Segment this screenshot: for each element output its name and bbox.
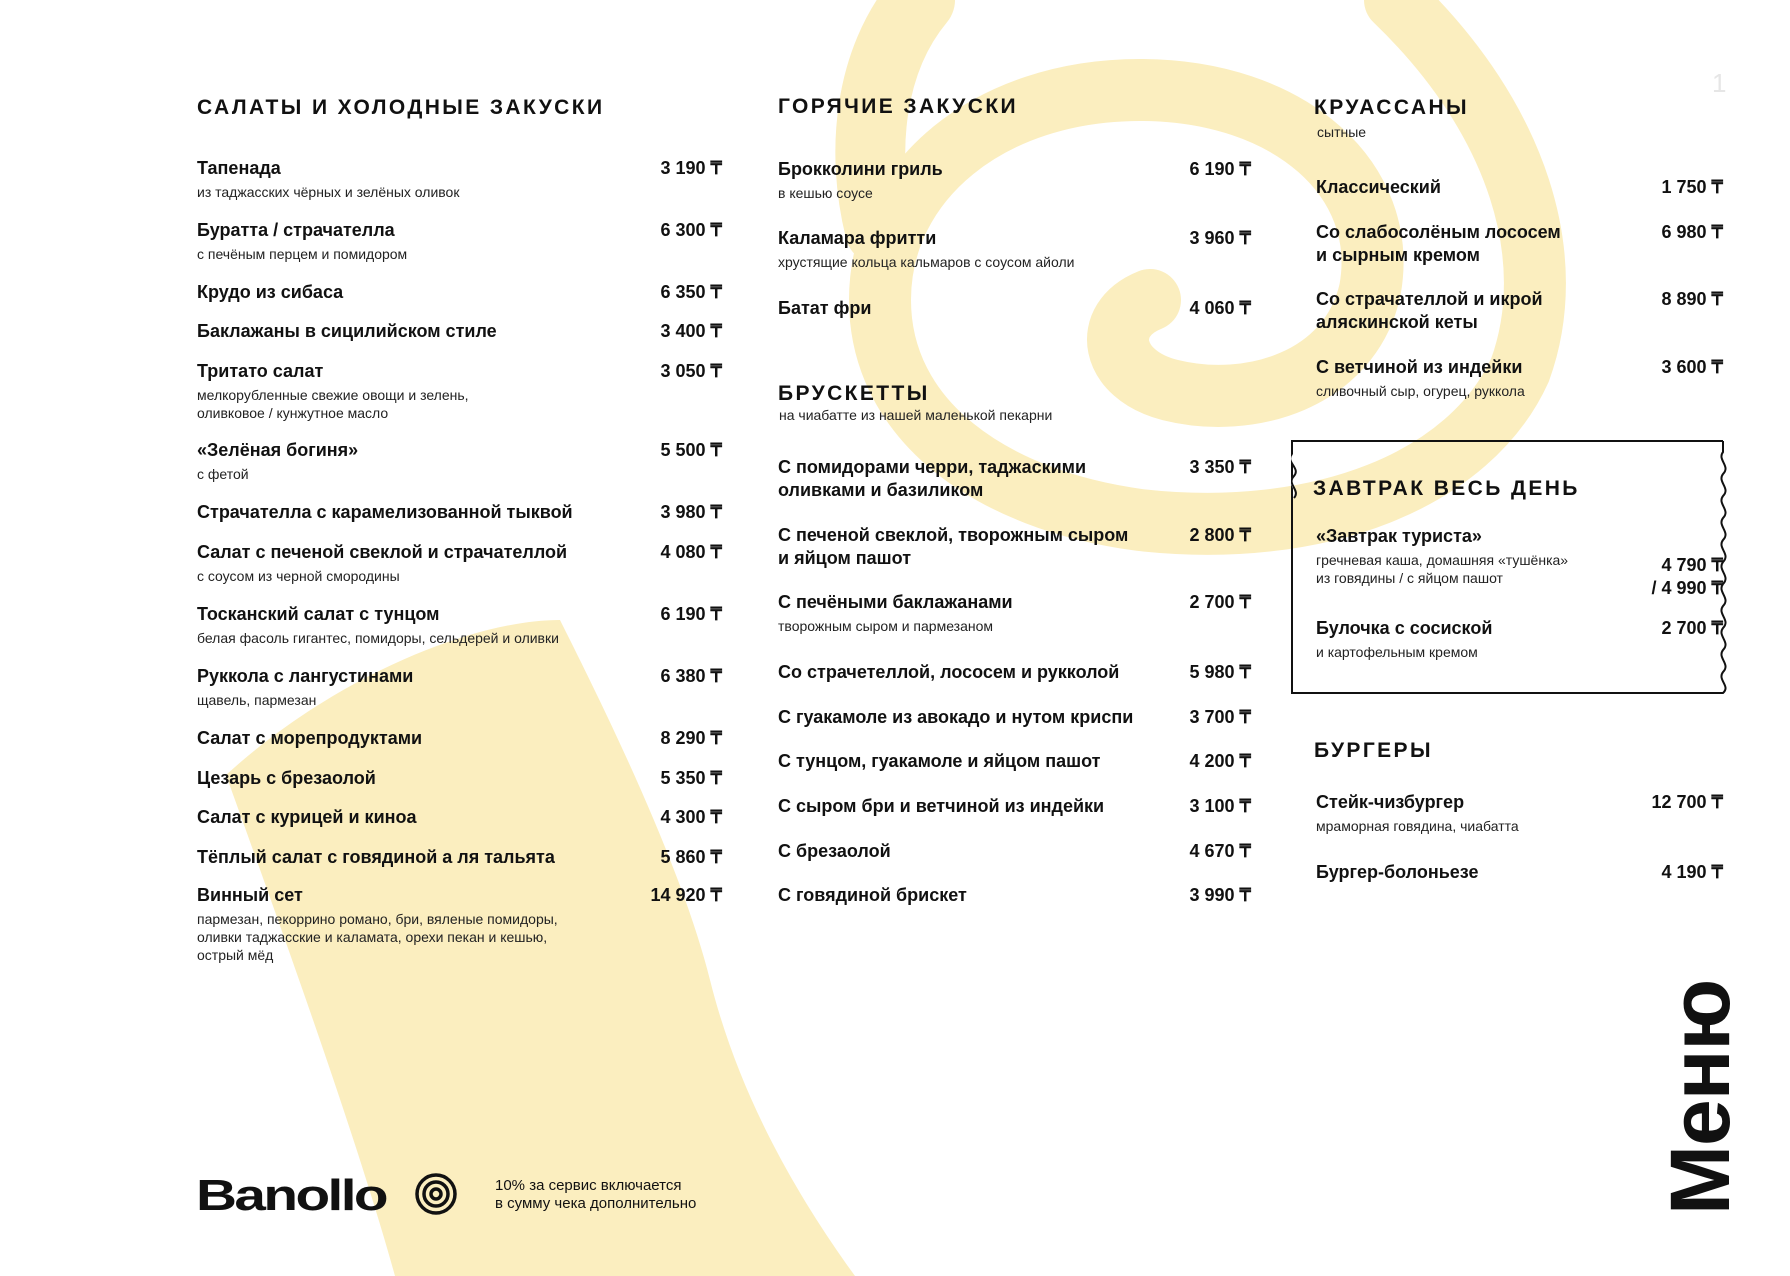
menu-item-price: 12 700 ₸ (1651, 792, 1723, 812)
menu-item (197, 541, 722, 585)
menu-item (1316, 525, 1723, 598)
menu-item (197, 360, 722, 422)
menu-item (778, 795, 1251, 818)
menu-item-name: Тапенада (197, 158, 281, 178)
menu-item-name: Бургер-болоньезе (1316, 862, 1479, 882)
menu-item (197, 727, 722, 750)
menu-item-name: С печёными баклажанами (778, 592, 1013, 612)
menu-item-name: Салат с морепродуктами (197, 728, 423, 748)
menu-item-description: щавель, пармезан (197, 692, 317, 708)
section-title-croissants: КРУАССАНЫ (1314, 96, 1469, 119)
menu-item-price: 4 300 ₸ (660, 807, 722, 827)
menu-item-name: Тосканский салат с тунцом (197, 604, 440, 624)
menu-item-name: Со страчателлой и икрой аляскинской кеты (1316, 289, 1543, 332)
menu-item (1316, 288, 1723, 334)
menu-item-name: Каламара фритти (778, 228, 937, 248)
menu-item-description: хрустящие кольца кальмаров с соусом айоли (778, 254, 1075, 270)
menu-vertical-title (1653, 955, 1747, 1215)
menu-item-price: 2 700 ₸ (1661, 618, 1723, 638)
menu-item (197, 501, 722, 524)
menu-item (197, 157, 722, 201)
menu-item-price: 3 190 ₸ (660, 158, 722, 178)
menu-item (778, 158, 1251, 202)
menu-item (1316, 861, 1723, 884)
menu-item-price: 3 600 ₸ (1661, 357, 1723, 377)
menu-item (197, 665, 722, 709)
banollo-logo (196, 1172, 461, 1216)
menu-item (778, 456, 1251, 502)
menu-item-price: 3 980 ₸ (660, 502, 722, 522)
menu-item (197, 603, 722, 647)
menu-item (1316, 617, 1723, 661)
menu-item-description: белая фасоль гигантес, помидоры, сельдерей и оливки (197, 630, 559, 646)
menu-item-price: 3 400 ₸ (660, 321, 722, 341)
menu-item (197, 219, 722, 263)
menu-item (778, 227, 1251, 271)
menu-item-description: мелкорубленные свежие овощи и зелень, оливковое / кунжутное масло (197, 387, 469, 421)
menu-item-name: С помидорами черри, таджаскими оливками и базиликом (778, 457, 1087, 500)
menu-item-name: С сыром бри и ветчиной из индейки (778, 796, 1105, 816)
menu-item-price: 6 190 ₸ (1189, 159, 1251, 179)
menu-item-name: Салат с печеной свеклой и страчателлой (197, 542, 568, 562)
menu-item (197, 320, 722, 343)
menu-item (778, 750, 1251, 773)
service-charge-note: 10% за сервис включается в сумму чека дополнительно (495, 1177, 697, 1212)
menu-item-name: Стейк-чизбургер (1316, 792, 1465, 812)
menu-item (197, 884, 722, 964)
menu-item (778, 591, 1251, 635)
menu-item-description: пармезан, пекоррино романо, бри, вяленые помидоры, оливки таджасские и каламата, орехи пекан и кешью, острый мёд (197, 911, 558, 963)
menu-item-name: Салат с курицей и киноа (197, 807, 417, 827)
menu-item-name: С ветчиной из индейки (1316, 357, 1523, 377)
menu-item-name: Крудо из сибаса (197, 282, 344, 302)
menu-item (1316, 791, 1723, 835)
menu-item-price: 3 990 ₸ (1189, 885, 1251, 905)
menu-item-price: 6 300 ₸ (660, 220, 722, 240)
page-number: 1 (1712, 68, 1727, 98)
menu-item-name: Винный сет (197, 885, 303, 905)
menu-item-description: с печёным перцем и помидором (197, 246, 408, 262)
menu-item-description: сливочный сыр, огурец, руккола (1316, 383, 1525, 399)
menu-item-price: 4 060 ₸ (1189, 298, 1251, 318)
section-title-hot: ГОРЯЧИЕ ЗАКУСКИ (778, 95, 1019, 118)
menu-item-name: С говядиной брискет (778, 885, 967, 905)
menu-item (197, 806, 722, 829)
menu-item-name: Со слабосолёным лососем и сырным кремом (1316, 222, 1561, 265)
menu-item-name: «Зелёная богиня» (197, 440, 359, 460)
menu-item-price: 2 800 ₸ (1189, 525, 1251, 545)
menu-item (197, 439, 722, 483)
menu-item-description: в кешью соусе (778, 185, 873, 201)
menu-item-price: 5 860 ₸ (660, 847, 722, 867)
menu-item-price: 8 290 ₸ (660, 728, 722, 748)
menu-item-name: Булочка с сосиской (1316, 618, 1493, 638)
menu-item-name: Цезарь с брезаолой (197, 768, 376, 788)
menu-item (778, 884, 1251, 907)
menu-item (1316, 356, 1723, 400)
menu-item (1316, 176, 1723, 199)
menu-item-description: гречневая каша, домашняя «тушёнка» из говядины / с яйцом пашот (1316, 552, 1569, 586)
menu-item-price: 3 960 ₸ (1189, 228, 1251, 248)
section-subtitle-bruschetta: на чиабатте из нашей маленькой пекарни (779, 407, 1053, 423)
menu-item-price: 4 200 ₸ (1189, 751, 1251, 771)
menu-item-price: 2 700 ₸ (1189, 592, 1251, 612)
menu-item-description: и картофельным кремом (1316, 644, 1478, 660)
menu-vertical-title-text: Меню (1653, 979, 1747, 1215)
menu-item-price: 5 980 ₸ (1189, 662, 1251, 682)
menu-item-name: С печеной свеклой, творожным сыром и яйцом пашот (778, 525, 1129, 568)
menu-item (197, 281, 722, 304)
menu-item-description: из таджасских чёрных и зелёных оливок (197, 184, 460, 200)
menu-item-description: с соусом из черной смородины (197, 568, 400, 584)
menu-item-price: 1 750 ₸ (1661, 177, 1723, 197)
menu-item-name: Буратта / страчателла (197, 220, 395, 240)
section-subtitle-croissants: сытные (1317, 124, 1367, 140)
menu-item-price: 5 350 ₸ (660, 768, 722, 788)
svg-text:Banollo: Banollo (196, 1172, 388, 1216)
menu-item-description: мраморная говядина, чиабатта (1316, 818, 1519, 834)
menu-item-name: Руккола с лангустинами (197, 666, 414, 686)
menu-item-price: 14 920 ₸ (650, 885, 722, 905)
menu-item-name: Батат фри (778, 298, 872, 318)
menu-item (197, 767, 722, 790)
section-title-burgers: БУРГЕРЫ (1314, 739, 1433, 762)
menu-item-price: 4 670 ₸ (1189, 841, 1251, 861)
section-title-breakfast: ЗАВТРАК ВЕСЬ ДЕНЬ (1313, 477, 1580, 500)
section-title-bruschetta: БРУСКЕТТЫ (778, 382, 930, 405)
menu-item-name: Баклажаны в сицилийском стиле (197, 321, 497, 341)
menu-item (1316, 221, 1723, 267)
menu-item (778, 840, 1251, 863)
menu-item-name: Страчателла с карамелизованной тыквой (197, 502, 573, 522)
menu-item-name: Со страчетеллой, лососем и рукколой (778, 662, 1120, 682)
menu-item-price: 3 700 ₸ (1189, 707, 1251, 727)
menu-item (778, 706, 1251, 729)
menu-item-name: С гуакамоле из авокадо и нутом криспи (778, 707, 1134, 727)
menu-item-price: 6 190 ₸ (660, 604, 722, 624)
menu-item (197, 846, 722, 869)
menu-item-name: «Завтрак туриста» (1316, 526, 1482, 546)
menu-item-price: 3 050 ₸ (660, 361, 722, 381)
menu-item-price: 4 790 ₸ (1661, 555, 1723, 575)
menu-item-price: 6 980 ₸ (1661, 222, 1723, 242)
menu-item-name: Классический (1316, 177, 1441, 197)
menu-item-name: С брезаолой (778, 841, 891, 861)
menu-item-price: 4 080 ₸ (660, 542, 722, 562)
menu-item-name: Тёплый салат с говядиной а ля тальята (197, 847, 555, 867)
section-title-salads: САЛАТЫ И ХОЛОДНЫЕ ЗАКУСКИ (197, 96, 605, 119)
menu-item-name: Тритато салат (197, 361, 324, 381)
menu-item-description: с фетой (197, 466, 249, 482)
menu-item-name: С тунцом, гуакамоле и яйцом пашот (778, 751, 1101, 771)
menu-item-price: 3 100 ₸ (1189, 796, 1251, 816)
menu-item (778, 524, 1251, 570)
menu-item-price: 5 500 ₸ (660, 440, 722, 460)
menu-item (778, 297, 1251, 320)
menu-item-description: творожным сыром и пармезаном (778, 618, 994, 634)
menu-item-name: Брокколини гриль (778, 159, 943, 179)
menu-item-price: 4 190 ₸ (1661, 862, 1723, 882)
menu-item-price-alt: / 4 990 ₸ (1651, 578, 1723, 598)
menu-item (778, 661, 1251, 684)
menu-item-price: 3 350 ₸ (1189, 457, 1251, 477)
menu-item-price: 8 890 ₸ (1661, 289, 1723, 309)
menu-item-price: 6 350 ₸ (660, 282, 722, 302)
menu-item-price: 6 380 ₸ (660, 666, 722, 686)
